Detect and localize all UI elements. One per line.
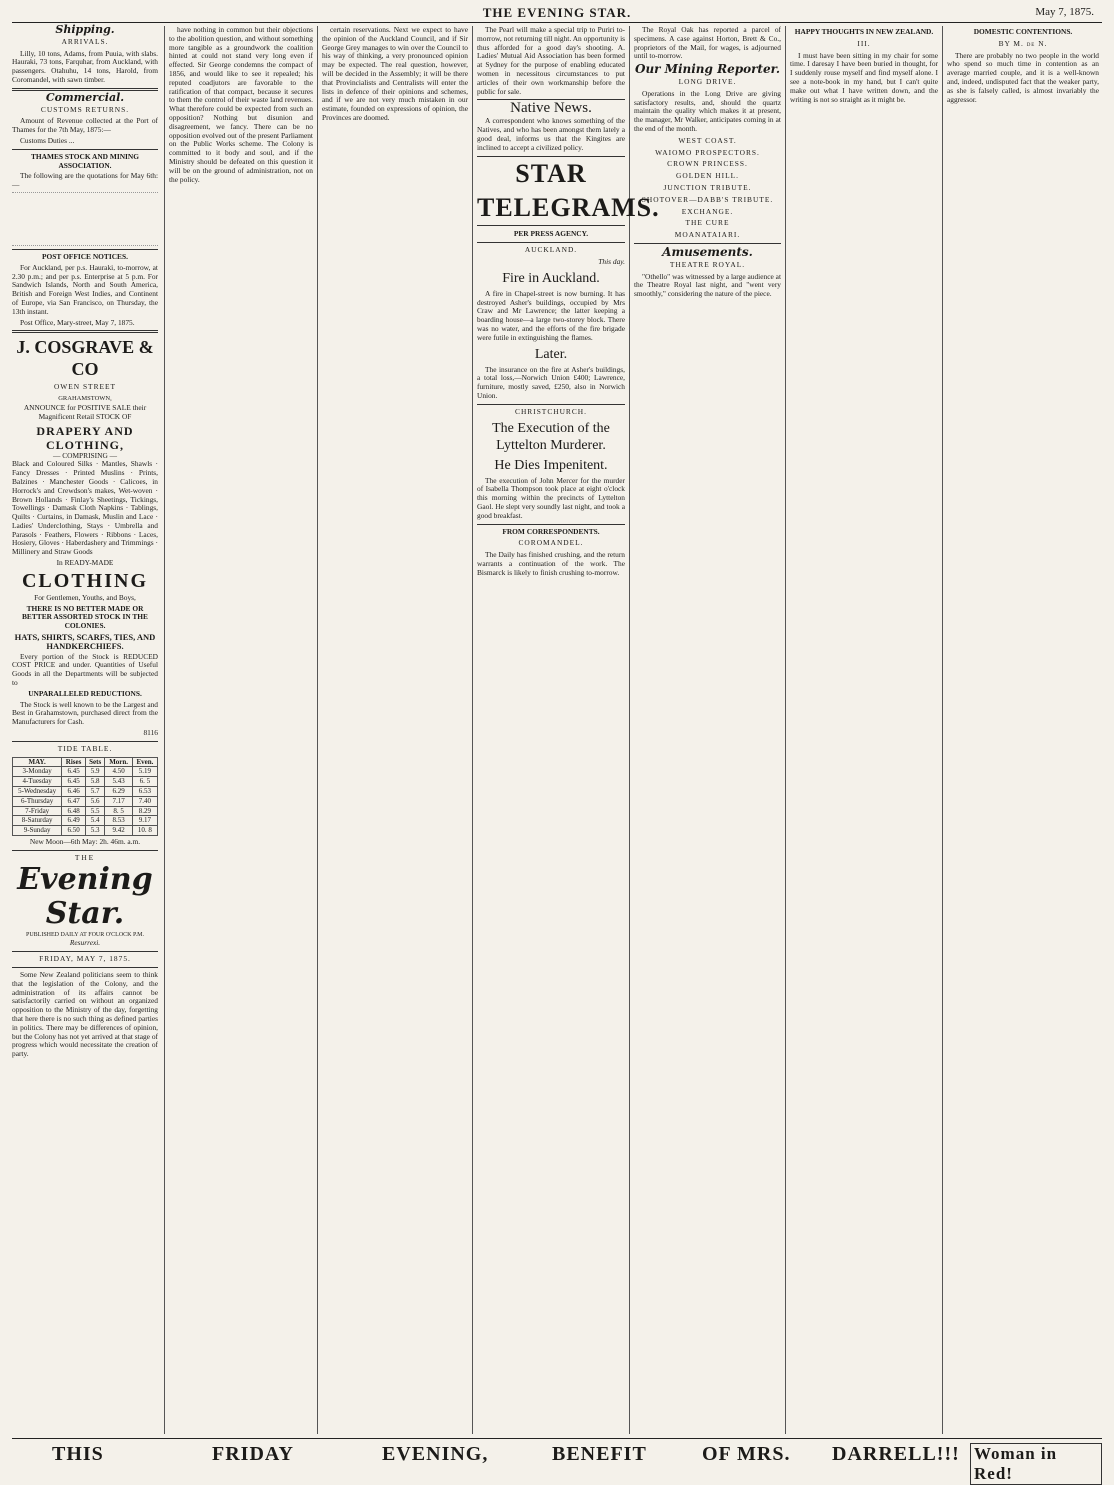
- native-news-text: A correspondent who knows something of the Natives, and who has been amongst them lately a good deal, informs us that the Kingites are inclined to accept a civilized policy.: [477, 116, 625, 152]
- evening-star-masthead: Evening Star.: [17, 861, 153, 931]
- divider: [12, 330, 158, 333]
- mining-reporter-heading: Our Mining Reporter.: [635, 62, 780, 77]
- for-label: For Gentlemen, Youths, and Boys,: [34, 592, 136, 602]
- waiomo-heading: WAIOMO PROSPECTORS.: [655, 147, 760, 157]
- tide-row: [13, 787, 158, 797]
- tide-cell: 10. 8: [132, 826, 157, 836]
- benefit-banner: [12, 1438, 1102, 1483]
- tide-cell: 6.46: [62, 787, 86, 797]
- tide-cell: 8-Saturday: [13, 816, 62, 826]
- later-heading: Later.: [534, 346, 568, 362]
- exchange-heading: EXCHANGE.: [681, 206, 734, 216]
- tide-cell: 9-Sunday: [13, 826, 62, 836]
- tide-cell: 7.40: [132, 796, 157, 806]
- crown-princess-heading: CROWN PRINCESS.: [667, 159, 748, 169]
- column-3-text: certain reservations. Next we expect to have the opinion of the Auckland Council, and if Sir George Grey manages to win over the Council to his way of thinking, a very pronounced opinion may be expected. The real question, however, will be decided in the Assembly; it will be there that Provincialists and Centralists will enter the lists in defence of their opinions and schemes, and if we are not very much mistaken in our estimate, founded on expressions of opinion, the Provinces are doomed.: [322, 25, 468, 122]
- masthead-the: THE: [74, 852, 96, 862]
- leader-text: Some New Zealand politicians seem to think that the legislation of the Colony, and the administration of its affairs cannot be satisfactorily carried on without an organized opposition to the Ministry of the day, forgetting that here there is no such thing as defined parties in politics. There may be differences of opinion, but the Colony has not yet arrived at that stage of progress which would necessitate the creation of party.: [12, 969, 158, 1059]
- tide-cell: 4-Tuesday: [13, 777, 62, 787]
- column-rule: [942, 26, 943, 1434]
- shotover-heading: SHOTOVER—DABB'S TRIBUTE.: [641, 194, 774, 204]
- tide-cell: 3-Monday: [13, 767, 62, 777]
- tide-row: [13, 767, 158, 777]
- tide-heading: TIDE TABLE.: [57, 743, 113, 753]
- impenitent-heading: He Dies Impenitent.: [494, 457, 608, 473]
- shipping-heading: Shipping.: [55, 23, 115, 36]
- happy-thoughts-text: I must have been sitting in my chair for some time. I daresay I have been buried in thought, for I suddenly rouse myself and find myself alone. I see a note-book in my hand, but I can't quite make out what I have written down, and the writing is not so straight as it might be.: [790, 50, 938, 104]
- amusements-heading: Amusements.: [662, 244, 753, 259]
- tide-cell: 6.29: [105, 787, 132, 797]
- advertiser-name: J. COSGRAVE & CO: [16, 337, 154, 380]
- junction-tribute-heading: JUNCTION TRIBUTE.: [663, 182, 752, 192]
- post-heading: POST OFFICE NOTICES.: [42, 251, 128, 261]
- tide-cell: 6.45: [62, 777, 86, 787]
- tide-cell: 5.4: [85, 816, 105, 826]
- tide-row: [13, 796, 158, 806]
- post-sign: Post Office, Mary-street, May 7, 1875.: [20, 317, 135, 327]
- divider: [477, 524, 625, 525]
- advertiser-town: GRAHAMSTOWN,: [58, 395, 112, 403]
- tide-table: [12, 757, 158, 836]
- divider: [12, 249, 158, 250]
- customs-line: Customs Duties ...: [20, 135, 75, 145]
- banner-word: FRIDAY: [212, 1443, 294, 1465]
- this-day-label: This day.: [598, 256, 625, 266]
- tide-cell: 6.53: [132, 787, 157, 797]
- tide-header-cell: MAY.: [13, 757, 62, 767]
- ad-code: 8116: [143, 728, 158, 738]
- tide-row: [13, 816, 158, 826]
- divider: [634, 243, 781, 244]
- divider: [12, 951, 158, 952]
- tide-cell: 5.19: [132, 767, 157, 777]
- goods-list: Black and Coloured Silks · Mantles, Shawls · Fancy Dresses · Printed Muslins · Prints, Balzines · Manchester Goods · Calicoes, in Horrock's and Crewdson's makes, Wet-woven · Brown Hollands · Finlay's Sheetings, Tickings, Towellings · Damask Cloth Napkins · Tablings, Quilts · Curtains, in Damask, Muslin and Lace · Ladies' Underclothing, Stays · Umbrella and Parasols · Feathers, Flowers · Ribbons · Laces, Hosiery, Gloves · Haberdashery and Trimmings · Millinery and Straw Goods: [12, 459, 158, 557]
- tide-header-cell: Sets: [85, 757, 105, 767]
- column-1: [12, 23, 158, 1434]
- tide-cell: 9.42: [105, 826, 132, 836]
- ready-label: In READY-MADE: [56, 558, 114, 568]
- tide-cell: 5-Wednesday: [13, 787, 62, 797]
- tide-cell: 6.50: [62, 826, 86, 836]
- coromandel-text: The Daily has finished crushing, and the return warrants a continuation of the work. The Bismarck is likely to finish crushing to-morrow.: [477, 550, 625, 577]
- tide-cell: 6.45: [62, 767, 86, 777]
- column-4: [477, 25, 660, 1434]
- column-rule: [629, 26, 630, 1434]
- banner-word: THIS: [52, 1443, 104, 1465]
- tide-cell: 9.17: [132, 816, 157, 826]
- every-text: Every portion of the Stock is REDUCED COST PRICE and under. Quantities of Useful Goods in all the Departments will be subjected to: [12, 651, 158, 688]
- column-6: [790, 26, 938, 1434]
- column-rule: [472, 26, 473, 1434]
- auckland-dateline: AUCKLAND.: [524, 245, 578, 255]
- tide-cell: 5.8: [85, 777, 105, 787]
- new-moon: New Moon—6th May: 2h. 46m. a.m.: [29, 837, 141, 846]
- part-numeral: III.: [857, 38, 871, 48]
- theatre-text: "Othello" was witnessed by a large audience at the Theatre Royal last night, and "went very smoothly," considering the nature of the piece.: [634, 271, 781, 299]
- tide-row: [13, 777, 158, 787]
- tide-cell: 8.53: [105, 816, 132, 826]
- tide-cell: 5.43: [105, 777, 132, 787]
- banner-word: OF MRS.: [702, 1443, 791, 1465]
- christchurch-dateline: CHRISTCHURCH.: [515, 406, 587, 416]
- domestic-heading: DOMESTIC CONTENTIONS.: [973, 27, 1073, 36]
- divider: [477, 404, 625, 405]
- tide-cell: 8. 5: [105, 806, 132, 816]
- tide-cell: 5.6: [85, 796, 105, 806]
- drapery-heading: DRAPERY AND CLOTHING,: [36, 423, 134, 452]
- masthead: [12, 4, 1102, 23]
- banner-word: DARRELL!!!: [832, 1443, 960, 1465]
- column-4-text: The Pearl will make a special trip to Puriri to-morrow, not returning till night. An opportunity is thus afforded for a good day's shooting. A. Ladies' Mutual Aid Association has been formed at Sydney for the purpose of enabling educated women in necessitous circumstances to put articles of their own workmanship before the public for sale.: [477, 25, 625, 96]
- long-drive-text: Operations in the Long Drive are giving satisfactory results, and, should the quartz maintain the quality which makes it at present, the manager, Mr Walker, anticipates coming in at the end of the month.: [634, 88, 781, 133]
- thames-text: The following are the quotations for May 6th:—: [12, 171, 158, 190]
- column-rule: [317, 26, 318, 1434]
- comprising-label: — COMPRISING —: [52, 450, 118, 460]
- moanataiari-heading: MOANATAIARI.: [674, 230, 741, 240]
- arrivals-heading: ARRIVALS.: [61, 36, 109, 46]
- golden-hill-heading: GOLDEN HILL.: [676, 171, 739, 181]
- divider: [12, 967, 158, 968]
- unparalleled-label: UNPARALLELED REDUCTIONS.: [28, 688, 142, 698]
- tide-header-cell: Morn.: [105, 757, 132, 767]
- better-label: THERE IS NO BETTER MADE OR BETTER ASSORTED STOCK IN THE COLONIES.: [22, 603, 148, 631]
- tide-cell: 5.9: [85, 767, 105, 777]
- tide-cell: 6.47: [62, 796, 86, 806]
- banner-word: Woman in Red!: [970, 1443, 1102, 1485]
- column-5-text: The Royal Oak has reported a parcel of specimens. A case against Horton, Brett & Co., proprietors of the Mail, for wages, is adjourned until to-morrow.: [634, 25, 781, 61]
- thames-heading: THAMES STOCK AND MINING ASSOCIATION.: [30, 151, 140, 170]
- issue-date: May 7, 1875.: [1035, 6, 1094, 18]
- tide-cell: 6.48: [62, 806, 86, 816]
- star-telegrams-heading: STAR TELEGRAMS.: [477, 156, 625, 226]
- tide-row: [13, 826, 158, 836]
- fire-heading: Fire in Auckland.: [502, 270, 600, 286]
- newspaper-title: THE EVENING STAR.: [482, 5, 632, 20]
- domestic-text: There are probably no two people in the world who spend so much time in contention as an average married couple, and it is a well-known and, indeed, undisputed fact that the weaker party, as she is falsely called, is almost invariably the aggressor.: [947, 50, 1099, 104]
- announce-text: ANNOUNCE for POSITIVE SALE their Magnificent Retail STOCK OF: [23, 402, 147, 421]
- theatre-royal-heading: THEATRE ROYAL.: [669, 259, 746, 269]
- divider: [477, 242, 625, 243]
- execution-text: The execution of John Mercer for the murder of Isabella Thompson took place at eight o'clock this morning within the precincts of Lyttelton Gaol. He slept very soundly last night, and took a good breakfast.: [477, 475, 625, 520]
- column-2: [169, 26, 313, 1434]
- clothing-heading: CLOTHING: [21, 569, 149, 592]
- tide-cell: 5.5: [85, 806, 105, 816]
- tide-cell: 5.3: [85, 826, 105, 836]
- west-coast-heading: WEST COAST.: [678, 135, 737, 145]
- column-5: [634, 26, 781, 1434]
- customs-text: Amount of Revenue collected at the Port of Thames for the 7th May, 1875:—: [12, 116, 158, 135]
- tide-cell: 6.49: [62, 816, 86, 826]
- unparalleled-text: The Stock is well known to be the Largest and Best in Grahamstown, purchased direct from the Manufacturers for Cash.: [12, 699, 158, 727]
- post-text: For Auckland, per p.s. Hauraki, to-morrow, at 2.30 p.m.; and per p.s. Enterprise at 5 p.m. For Sandwich Islands, North and South America, British and Foreign West Indies, and Continent of Europe, via San Francisco, on Thursday, the 13th instant.: [12, 262, 158, 316]
- tide-cell: 6-Thursday: [13, 796, 62, 806]
- column-rule: [164, 26, 165, 1434]
- tide-header-cell: Even.: [132, 757, 157, 767]
- tide-cell: 7.17: [105, 796, 132, 806]
- commercial-heading: Commercial.: [45, 90, 125, 104]
- column-7: [947, 26, 1099, 1434]
- long-drive-heading: LONG DRIVE.: [678, 76, 737, 86]
- published-label: PUBLISHED DAILY AT FOUR O'CLOCK P.M.: [26, 931, 144, 938]
- cure-heading: THE CURE: [685, 218, 730, 228]
- tide-cell: 5.7: [85, 787, 105, 797]
- quotations-table: [12, 192, 158, 246]
- divider: [12, 741, 158, 742]
- banner-word: BENEFIT: [552, 1443, 647, 1465]
- customs-heading: CUSTOMS RETURNS.: [40, 104, 130, 114]
- tide-cell: 4.50: [105, 767, 132, 777]
- later-text: The insurance on the fire at Asher's buildings, a total loss,—Norwich Union £400; Lawrence, furniture, mostly saved, £250, also in Norwich Union.: [477, 364, 625, 400]
- native-news-heading: Native News.: [510, 100, 592, 117]
- tide-cell: 8.29: [132, 806, 157, 816]
- tide-header-cell: Rises: [62, 757, 86, 767]
- issue-dateline: FRIDAY, MAY 7, 1875.: [39, 954, 131, 964]
- hats-label: HATS, SHIRTS, SCARFS, TIES, AND HANDKERCHIEFS.: [14, 632, 156, 651]
- columns: [12, 23, 1102, 1434]
- tide-row: [13, 806, 158, 816]
- coromandel-dateline: COROMANDEL.: [518, 538, 584, 548]
- domestic-byline: BY M. de N.: [998, 38, 1048, 48]
- fire-text: A fire in Chapel-street is now burning. It has destroyed Asher's buildings, occupied by Mrs Craw and Mr Lawrence; the latter keeping a boarding house—a large two-storey block. There was no water, and the efforts of the fire brigade were futile in extinguishing the flames.: [477, 288, 625, 342]
- motto: Resurrexi.: [69, 938, 101, 948]
- column-2-text: have nothing in common but their objections to the abolition question, and without something more tangible as a groundwork the coalition hinted at could not stand very long even if effected. Sir George condemns the compact of 1856, and would like to see it repealed; his reputed coadjutors are favorable to the ratification of that compact, because it secures to them the control of their waste land revenues. What therefore could be expected from such an opposition? Nothing but disunion and disagreement, we fancy. There can be no opposition evolved out of the present Parliament on the Public Works scheme. The Colony is committed to it body and soul, and if the Ministry should be defeated on this question it will be on the ground of administration, not on the policy.: [169, 25, 313, 184]
- happy-thoughts-heading: HAPPY THOUGHTS IN NEW ZEALAND.: [794, 27, 934, 36]
- divider: [12, 850, 158, 851]
- arrivals-text: Lilly, 10 tons, Adams, from Puuia, with slabs. Hauraki, 73 tons, Farquhar, from Auckland, with passengers. Otahuhu, 14 tons, Harold, from Coromandel, with sawn timber.: [12, 48, 158, 84]
- press-agency-label: PER PRESS AGENCY.: [513, 229, 589, 239]
- column-3: [322, 26, 468, 1434]
- execution-heading: The Execution of the Lyttelton Murderer.: [492, 420, 610, 453]
- tide-cell: 7-Friday: [13, 806, 62, 816]
- divider: [12, 149, 158, 150]
- banner-word: EVENING,: [382, 1443, 489, 1465]
- correspondents-heading: FROM CORRESPONDENTS.: [502, 526, 600, 536]
- tide-cell: 6. 5: [132, 777, 157, 787]
- advertiser-street: OWEN STREET: [53, 382, 117, 392]
- column-rule: [785, 26, 786, 1434]
